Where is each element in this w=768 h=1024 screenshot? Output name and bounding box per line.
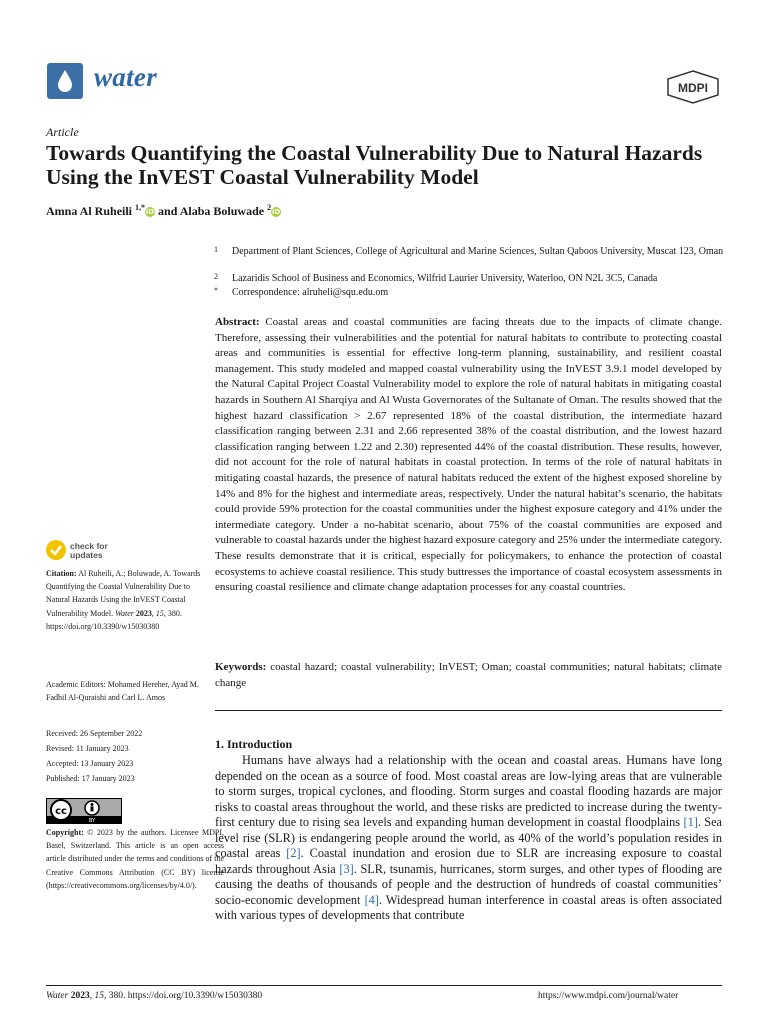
academic-editors: Academic Editors: Mohamed Hereher, Ayad M. Fadhil Al-Quraishi and Carl L. Amos xyxy=(46,680,199,703)
orcid-icon[interactable]: iD xyxy=(271,208,281,216)
affiliation-text: Lazaridis School of Business and Economics, Wilfrid Laurier University, Waterloo, ON N2L 3C5, Canada xyxy=(232,273,658,284)
check-line-1: check for xyxy=(70,541,108,551)
footer-year: 2023 xyxy=(70,991,90,1001)
affiliation-mark: 2 xyxy=(214,272,218,281)
publisher-logo[interactable] xyxy=(666,70,720,109)
citation-block: Citation: Al Ruheili, A.; Boluwade, A. Towards Quantifying the Coastal Vulnerability Due to Natural Hazards Using the InVEST Coastal Vulnerability Model. Water 2023, 15, 380. https://doi.org/10.3390/w15030380 xyxy=(46,569,201,631)
journal-name: water xyxy=(94,62,158,92)
citation-text: Al Ruheili, A.; Boluwade, A. Towards Quantifying the Coastal Vulnerability Due to Natural Hazards Using the InVEST Coastal Vulnerability Model. xyxy=(46,569,201,618)
orcid-icon[interactable]: iD xyxy=(145,208,155,216)
footer-volume: 15 xyxy=(94,991,104,1001)
svg-text:BY: BY xyxy=(88,818,96,823)
affiliation-2 xyxy=(214,272,724,286)
keywords-text: coastal hazard; coastal vulnerability; InVEST; Oman; coastal communities; natural habitats; climate change xyxy=(215,661,722,689)
affiliation-mark: * xyxy=(214,286,218,295)
check-for-updates-button[interactable] xyxy=(70,542,108,560)
citation-volume: 15 xyxy=(155,608,164,618)
accepted-date: Accepted: 13 January 2023 xyxy=(46,759,134,768)
abstract-label: Abstract: xyxy=(215,316,260,328)
abstract-text: Coastal areas and coastal communities are facing threats due to the impacts of climate change. Therefore, assessing their vulnerabilities and the potential for natural habitats to contribute to protecting coastal areas and communities is essential for effective long-term planning, sustainability, and resilient coastal management. This study modeled and mapped coastal vulnerability using the InVEST 3.9.1 model developed by the Natural Capital Project Coastal Vulnerability model to explore the role of natural habitats in mitigating coastal hazards in Southern Al Sharqiya and Al Wusta Governorates of the Sultanate of Oman. The results showed that the highest hazard classification > 2.67 represented 18% of the coastal distribution, the intermediate hazard classification ranging between 2.31 and 2.66 represented 38% of the coastal distribution, and the lowest hazard classification ranging between 1.22 and 2.30) represented 44% of the coastal distribution. These results, however, did not account for the role of natural habitats in coastal protection. In terms of the role of natural habitats in mitigating coastal hazards, the presence of natural habitats reduced the extent of the highest exposed shoreline by 14% and 8% for the highest and intermediate areas, respectively. Under the natural habitat’s scenario, the habitats could provide 59% protection for the coastal communities under the highest exposure category and 41% under the intermediate category. Under a no-habitat scenario, about 75% of the coastal communities are exposed and vulnerable to coastal hazards under the highest hazard exposure category and 25% under the intermediate category. These results demonstrate that it is critical, especially for policymakers, to enhance the protection of coastal ecosystems to achieve coastal resilience. This study buttresses the importance of coastal ecosystem assessments in ensuring coastal resilience and climate change adaptation processes for any coastal countries. xyxy=(215,316,723,594)
footer-citation: Water 2023, 15, 380. https://doi.org/10.3390/w15030380 xyxy=(46,991,263,1001)
svg-text:cc: cc xyxy=(55,806,67,817)
copyright-block xyxy=(46,826,224,892)
citation-link[interactable]: [4] xyxy=(364,892,379,907)
publisher-name: MDPI xyxy=(678,81,708,95)
correspondence-text: Correspondence: alruheli@squ.edu.om xyxy=(232,287,389,298)
keywords-label: Keywords: xyxy=(215,661,267,673)
citation-year: 2023 xyxy=(135,608,152,618)
check-line-2: updates xyxy=(70,550,103,560)
author-affiliation-mark: 1,* xyxy=(135,203,146,212)
author-name[interactable]: Alaba Boluwade xyxy=(179,204,265,218)
citation-journal: Water xyxy=(115,608,134,618)
keywords xyxy=(215,660,722,691)
paragraph-text: . Coastal inundation and erosion due to SLR are increasing exposure to coastal hazards throughout Asia xyxy=(215,846,723,876)
affiliation-1 xyxy=(214,245,724,259)
author-list xyxy=(46,203,281,219)
section-heading: 1. Introduction xyxy=(215,737,293,751)
citation-link[interactable]: [3] xyxy=(339,861,354,876)
article-type: Article xyxy=(46,125,79,139)
revised-date: Revised: 11 January 2023 xyxy=(46,744,129,753)
journal-logo-icon xyxy=(47,63,83,99)
citation-doi[interactable]: , 380. https://doi.org/10.3390/w15030380 xyxy=(46,608,182,631)
citation-label: Citation: xyxy=(46,569,77,578)
footer-doi[interactable]: , 380. https://doi.org/10.3390/w15030380 xyxy=(103,991,263,1001)
paragraph-text: Humans have always had a relationship with the ocean and coastal areas. Humans have long depended on the ocean as a source of food. Most coastal areas are low-lying areas that are vulnerable to storm surges, tropical cyclones, and flooding. Storm surges and coastal flooding hazards are major risks to coastal areas throughout the world, and these risks are predicted to increase during the twenty-first century due to rising sea levels and expanding human development in coastal floodplains xyxy=(215,753,722,829)
published-date: Published: 17 January 2023 xyxy=(46,774,135,783)
copyright-text: © 2023 by the authors. Licensee MDPI, Basel, Switzerland. This article is an open access article distributed under the terms and conditions of the Creative Commons Attribution (CC BY) license (https://creativecommons.org/licenses/by/4.0/). xyxy=(46,828,224,890)
copyright-label: Copyright: xyxy=(46,828,84,837)
citation-link[interactable]: [1] xyxy=(683,815,698,829)
affiliation-mark: 1 xyxy=(214,245,218,254)
affiliation-text: Department of Plant Sciences, College of Agricultural and Marine Sciences, Sultan Qaboos University, Muscat 123, Oman xyxy=(232,246,724,257)
footer-journal: Water xyxy=(46,991,69,1001)
introduction-paragraph xyxy=(215,753,722,924)
received-date: Received: 26 September 2022 xyxy=(46,729,143,738)
footer-journal-url[interactable]: https://www.mdpi.com/journal/water xyxy=(538,991,679,1001)
author-affiliation-mark: 2 xyxy=(267,203,272,212)
abstract xyxy=(215,315,722,596)
check-for-updates-icon[interactable] xyxy=(46,540,66,560)
cc-by-license-icon[interactable] xyxy=(46,798,122,824)
paragraph-text: . SLR, tsunamis, hurricanes, storm surges, and other types of flooding are causing the deaths of thousands of people and the destruction of hundreds of coastal communities’ socio-economic development xyxy=(215,861,722,907)
article-title: Towards Quantifying the Coastal Vulnerability Due to Natural Hazards Using the InVEST Coastal Vulnerability Model xyxy=(46,141,703,189)
paragraph-text: . Sea level rise (SLR) is endangering people around the world, as 40% of the world’s population resides in coastal areas xyxy=(215,815,723,860)
author-name[interactable]: Amna Al Ruheili xyxy=(46,204,133,218)
divider xyxy=(215,710,722,711)
footer-divider xyxy=(46,985,722,986)
author-conjunction: and xyxy=(158,204,178,218)
citation-link[interactable]: [2] xyxy=(286,846,301,860)
correspondence xyxy=(214,286,724,300)
paragraph-text: . Widespread human interference in coastal areas is often associated with various types of developments that contribute xyxy=(215,892,722,922)
